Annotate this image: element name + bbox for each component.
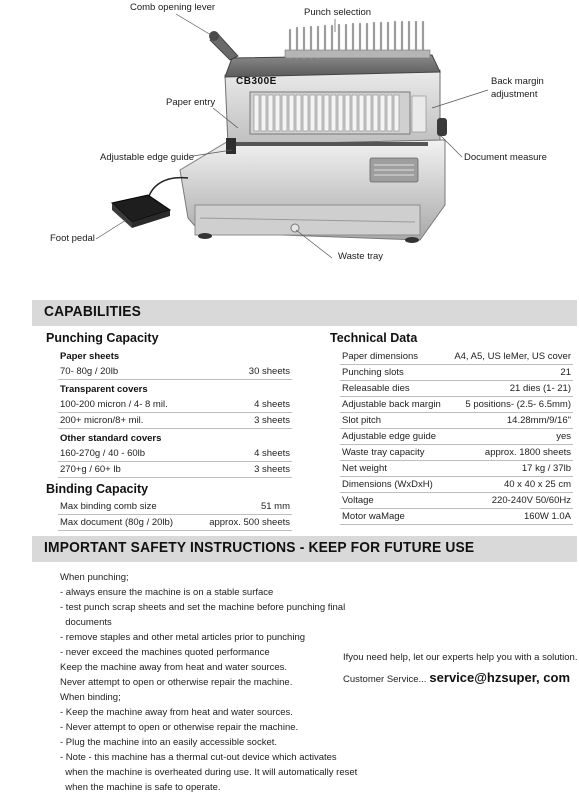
callout-punch-selection: Punch selection — [304, 7, 372, 18]
spec-value: approx. 1800 sheets — [484, 447, 571, 458]
safety-line: when the machine is safe to operate. — [60, 782, 221, 793]
spec-row — [340, 493, 573, 509]
model-label: CB300E — [236, 76, 277, 87]
safety-line: Keep the machine away from heat and water sources. — [60, 662, 288, 673]
spec-label: 200+ micron/8+ mil. — [60, 415, 144, 426]
spec-row — [58, 413, 292, 429]
safety-line: - Keep the machine away from heat and water sources. — [60, 707, 293, 718]
spec-row — [340, 461, 573, 477]
callout-waste-tray: Waste tray — [338, 251, 384, 262]
spec-row — [58, 397, 292, 413]
safety-heading: IMPORTANT SAFETY INSTRUCTIONS - KEEP FOR FUTURE USE — [44, 539, 475, 556]
capabilities-heading: CAPABILITIES — [44, 303, 142, 320]
spec-row — [58, 446, 292, 462]
safety-line: Never attempt to open or otherwise repair the machine. — [60, 677, 293, 688]
service-email: service@hzsuper, com — [429, 670, 570, 685]
spec-value: A4, A5, US leMer, US cover — [454, 351, 571, 362]
transparent-covers-head: Transparent covers — [60, 384, 148, 395]
safety-instructions — [60, 570, 360, 795]
spec-value: 21 — [560, 367, 571, 378]
spec-label: Dimensions (WxDxH) — [342, 479, 433, 490]
safety-header-bar — [32, 536, 577, 562]
technical-data-title: Technical Data — [330, 331, 418, 345]
safety-line: when the machine is overheated during use. It will automatically reset — [60, 767, 358, 778]
spec-row — [58, 515, 292, 531]
spec-label: Releasable dies — [342, 383, 410, 394]
spec-value: 40 x 40 x 25 cm — [503, 479, 571, 490]
spec-value: 30 sheets — [248, 366, 290, 377]
spec-label: Adjustable edge guide — [342, 431, 437, 442]
paper-sheets-head: Paper sheets — [60, 351, 120, 362]
service-label: Customer Service... — [343, 674, 427, 685]
capabilities-header-bar — [32, 300, 577, 326]
spec-row — [340, 365, 573, 381]
spec-label: 270+g / 60+ lb — [60, 464, 121, 475]
safety-line: - Note - this machine has a thermal cut-out device which activates — [60, 752, 337, 763]
spec-value: yes — [556, 431, 571, 442]
spec-value: 21 dies (1- 21) — [509, 383, 571, 394]
safety-line: When binding; — [60, 692, 121, 703]
spec-row — [58, 364, 292, 380]
spec-row — [340, 381, 573, 397]
spec-value: 17 kg / 37lb — [521, 463, 571, 474]
spec-row — [340, 509, 573, 525]
safety-line: - never exceed the machines quoted performance — [60, 647, 270, 658]
customer-service — [343, 670, 570, 685]
callout-foot-pedal: Foot pedal — [50, 233, 95, 244]
safety-line: - Plug the machine into an easily accessible socket. — [60, 737, 278, 748]
callout-comb-opening-lever: Comb opening lever — [130, 2, 216, 13]
callout-paper-entry: Paper entry — [166, 97, 216, 108]
spec-label: Voltage — [342, 495, 374, 506]
spec-value: 5 positions- (2.5- 6.5mm) — [465, 399, 571, 410]
safety-line: When punching; — [60, 572, 129, 583]
punching-capacity-title: Punching Capacity — [46, 331, 159, 345]
spec-row — [340, 413, 573, 429]
spec-label: Slot pitch — [342, 415, 382, 426]
callout-adjustable-edge-guide: Adjustable edge guide — [100, 152, 195, 163]
spec-label: 100-200 micron / 4- 8 mil. — [60, 399, 168, 410]
safety-line: - remove staples and other metal articles prior to punching — [60, 632, 306, 643]
spec-value: 160W 1.0A — [524, 511, 571, 522]
spec-value: 3 sheets — [254, 415, 290, 426]
safety-line: - test punch scrap sheets and set the machine before punching final — [60, 602, 346, 613]
spec-row — [340, 429, 573, 445]
spec-value: 3 sheets — [254, 464, 290, 475]
spec-value: 4 sheets — [254, 399, 290, 410]
spec-label: Motor waMage — [342, 511, 405, 522]
spec-row — [340, 445, 573, 461]
spec-label: Max document (80g / 20lb) — [60, 517, 174, 528]
spec-label: Waste tray capacity — [342, 447, 425, 458]
product-figure — [0, 0, 579, 290]
safety-line: - Never attempt to open or otherwise repair the machine. — [60, 722, 299, 733]
spec-row — [340, 349, 573, 365]
callout-document-measure: Document measure — [464, 152, 547, 163]
spec-label: Paper dimensions — [342, 351, 419, 362]
spec-value: 14.28mm/9/16" — [506, 415, 571, 426]
callout-back-margin-line1: Back margin — [491, 76, 544, 87]
spec-row — [58, 462, 292, 478]
safety-line: documents — [60, 617, 112, 628]
binding-capacity-title: Binding Capacity — [46, 482, 149, 496]
spec-value: 51 mm — [260, 501, 290, 512]
spec-label: Adjustable back margin — [342, 399, 441, 410]
spec-label: 70- 80g / 20lb — [60, 366, 119, 377]
safety-line: - always ensure the machine is on a stable surface — [60, 587, 274, 598]
spec-label: Punching slots — [342, 367, 404, 378]
callout-back-margin-line2: adjustment — [491, 89, 538, 100]
spec-value: approx. 500 sheets — [209, 517, 290, 528]
other-covers-head: Other standard covers — [60, 433, 162, 444]
spec-value: 220-240V 50/60Hz — [491, 495, 571, 506]
spec-label: Max binding comb size — [60, 501, 157, 512]
help-text: Ifyou need help, let our experts help you with a solution. — [343, 652, 578, 663]
spec-row — [340, 397, 573, 413]
spec-value: 4 sheets — [254, 448, 290, 459]
binding-machine-illustration — [0, 0, 579, 290]
spec-label: Net weight — [342, 463, 387, 474]
spec-row — [58, 499, 292, 515]
spec-label: 160-270g / 40 - 60lb — [60, 448, 146, 459]
spec-row — [340, 477, 573, 493]
